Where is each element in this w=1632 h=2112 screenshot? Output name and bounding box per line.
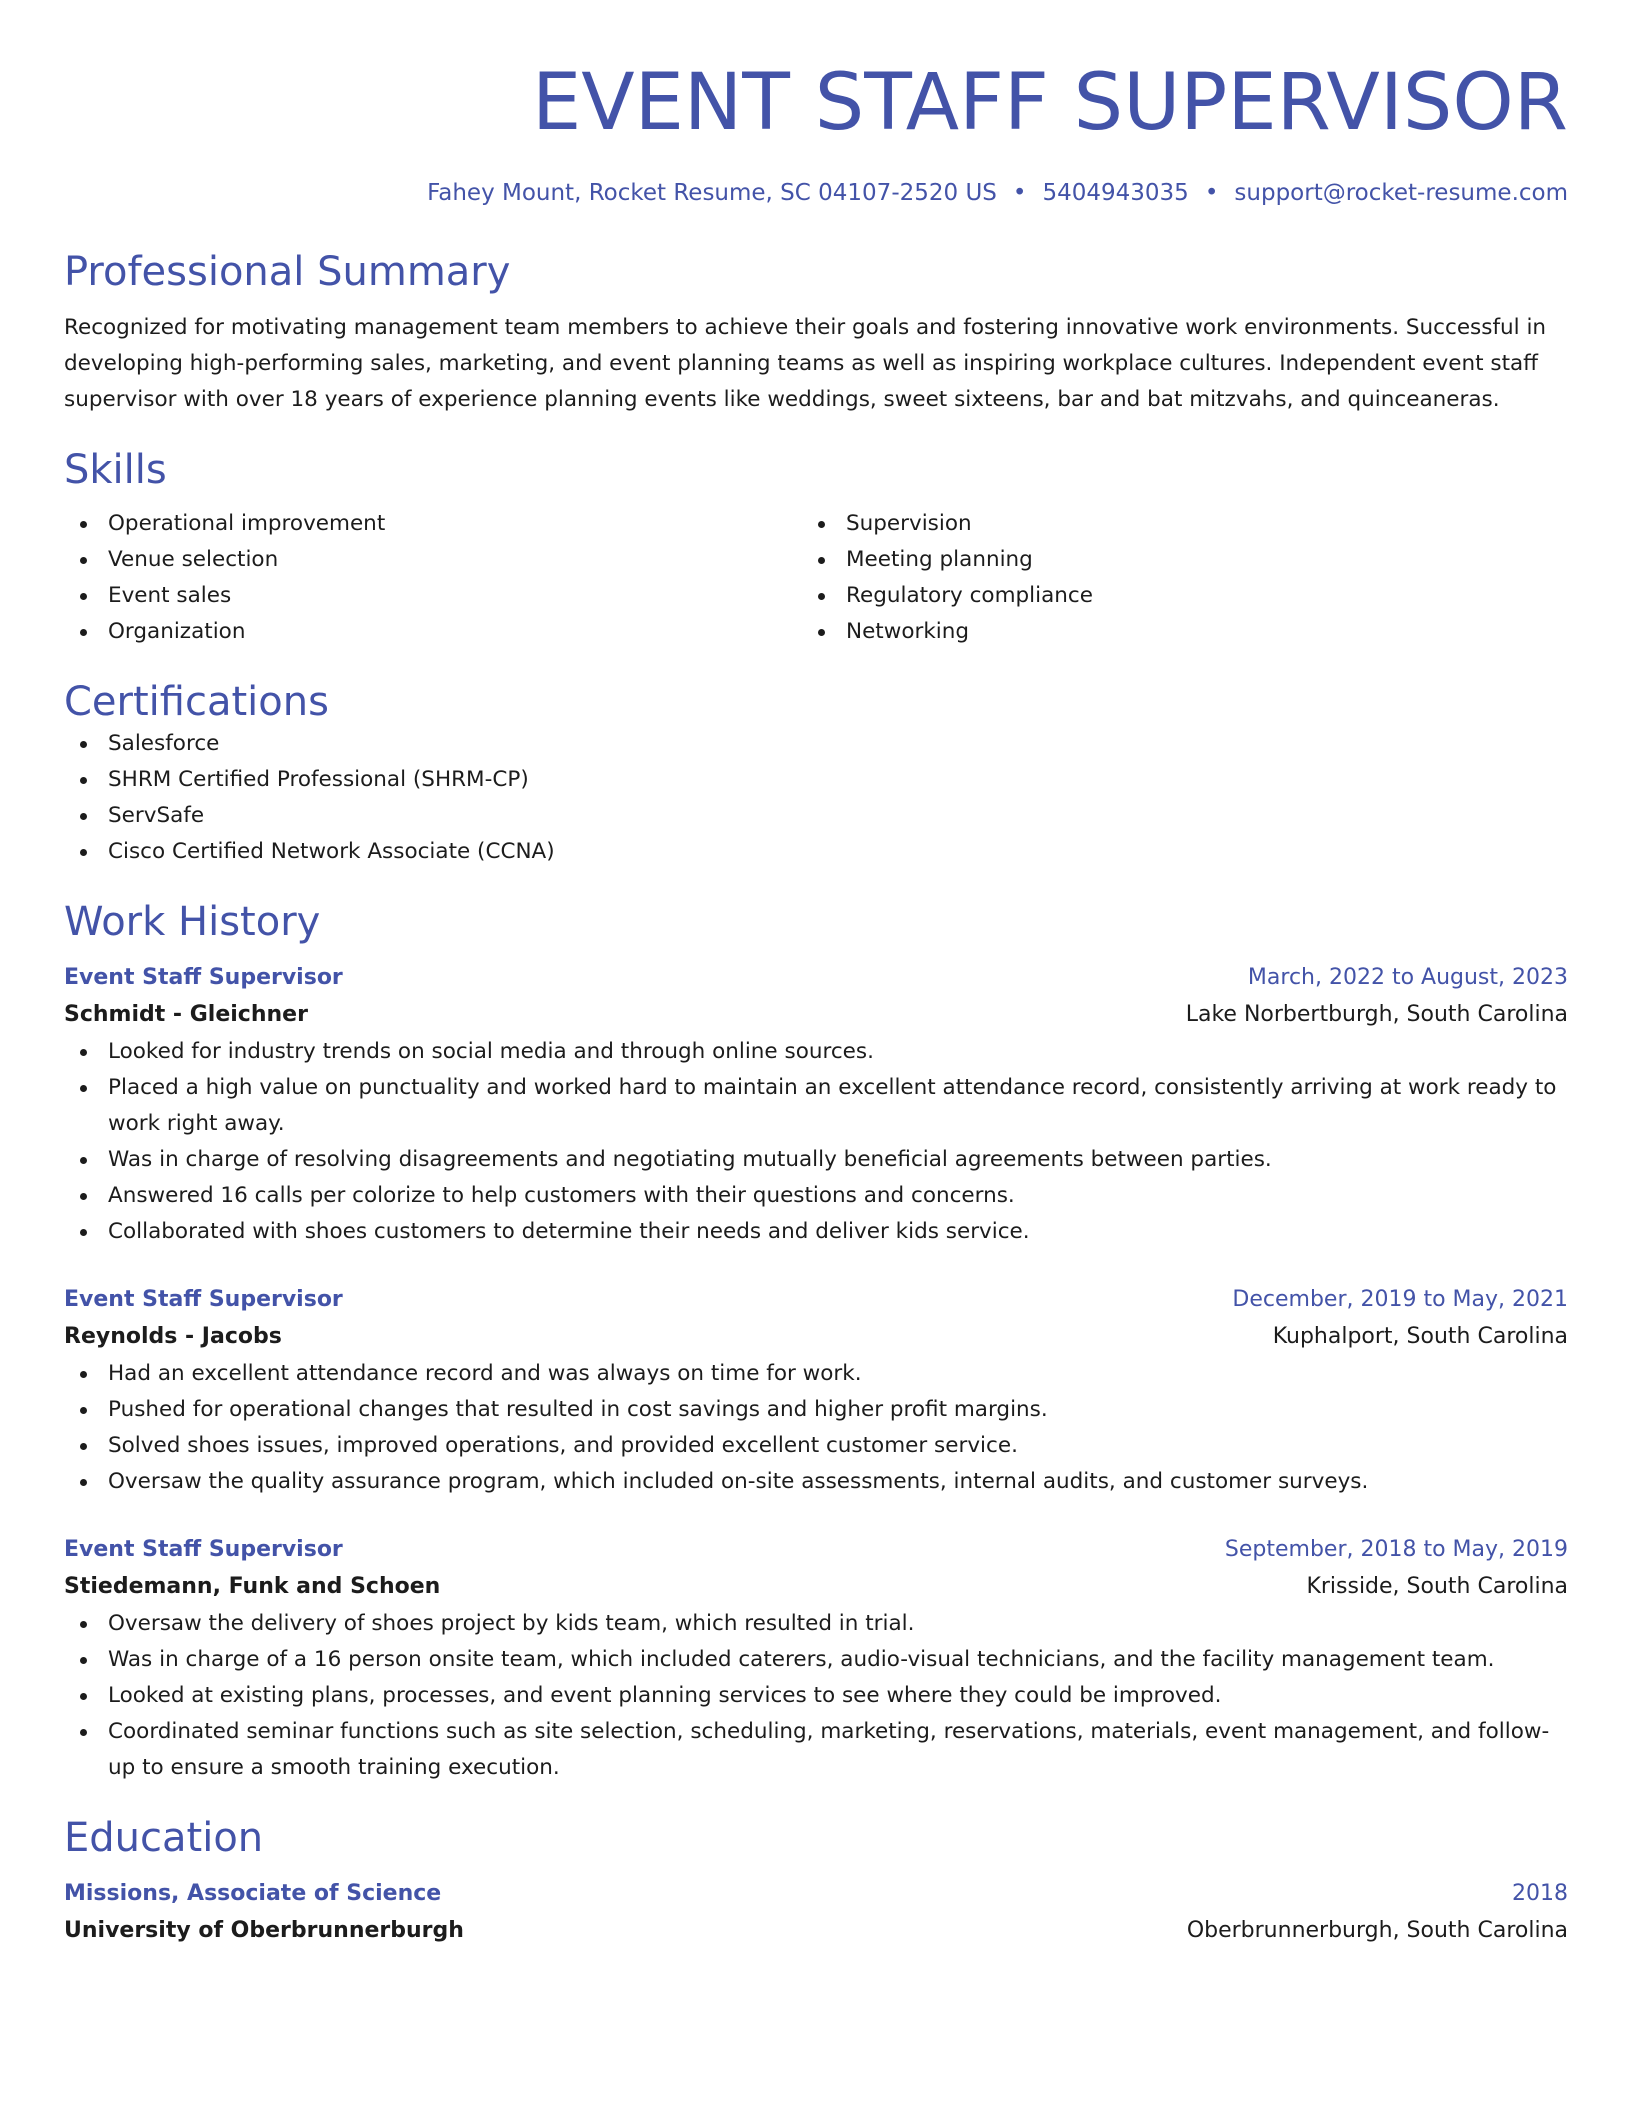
job-company-row xyxy=(64,1568,1568,1606)
skill-item: Operational improvement xyxy=(64,506,802,542)
job-entry xyxy=(64,1532,1568,1786)
skill-item: Organization xyxy=(64,614,802,650)
job-location: Lake Norbertburgh, South Carolina xyxy=(1185,1002,1568,1027)
education-entry xyxy=(64,1876,1568,1950)
job-entry xyxy=(64,1282,1568,1500)
job-company: Stiedemann, Funk and Schoen xyxy=(64,1574,441,1599)
section-title-education: Education xyxy=(64,1815,264,1861)
job-bullet: Collaborated with shoes customers to determine their needs and deliver kids service. xyxy=(64,1214,1568,1250)
job-location: Krisside, South Carolina xyxy=(1306,1574,1568,1599)
certifications-list xyxy=(64,726,1568,870)
certifications-section xyxy=(64,678,1568,870)
certification-item: Cisco Certified Network Associate (CCNA) xyxy=(64,834,1568,870)
contact-address: Fahey Mount, Rocket Resume, SC 04107-2520 US xyxy=(427,180,997,206)
skills-section xyxy=(64,446,1568,650)
skill-item: Regulatory compliance xyxy=(802,578,1568,614)
job-bullet: Looked at existing plans, processes, and event planning services to see where they could be improved. xyxy=(64,1678,1568,1714)
education-location: Oberbrunnerburgh, South Carolina xyxy=(1186,1918,1568,1943)
job-header-row xyxy=(64,1532,1568,1568)
job-dates: September, 2018 to May, 2019 xyxy=(1224,1537,1568,1562)
skill-item: Venue selection xyxy=(64,542,802,578)
job-dates: March, 2022 to August, 2023 xyxy=(1247,965,1568,990)
job-bullet: Answered 16 calls per colorize to help customers with their questions and concerns. xyxy=(64,1178,1568,1214)
skills-list-right xyxy=(802,506,1568,650)
skills-list-left xyxy=(64,506,802,650)
education-section xyxy=(64,1814,1568,1950)
job-bullet: Placed a high value on punctuality and worked hard to maintain an excellent attendance record, consistently arriving at work ready to work right away. xyxy=(64,1070,1568,1142)
skill-item: Networking xyxy=(802,614,1568,650)
job-dates: December, 2019 to May, 2021 xyxy=(1232,1287,1568,1312)
job-bullet: Pushed for operational changes that resulted in cost savings and higher profit margins. xyxy=(64,1392,1568,1428)
job-bullet: Oversaw the quality assurance program, which included on-site assessments, internal audits, and customer surveys. xyxy=(64,1464,1568,1500)
certification-item: Salesforce xyxy=(64,726,1568,762)
section-title-summary: Professional Summary xyxy=(64,249,511,295)
section-title-skills: Skills xyxy=(64,447,167,493)
job-bullet: Coordinated seminar functions such as site selection, scheduling, marketing, reservations, materials, event management, and follow-up to ensure a smooth training execution. xyxy=(64,1714,1568,1786)
job-bullet: Looked for industry trends on social media and through online sources. xyxy=(64,1034,1568,1070)
skill-item: Meeting planning xyxy=(802,542,1568,578)
job-bullet: Oversaw the delivery of shoes project by kids team, which resulted in trial. xyxy=(64,1606,1568,1642)
job-bullets xyxy=(64,1606,1568,1786)
summary-section xyxy=(64,248,1568,418)
job-company-row xyxy=(64,996,1568,1034)
job-location: Kuphalport, South Carolina xyxy=(1272,1324,1568,1349)
job-bullet: Had an excellent attendance record and was always on time for work. xyxy=(64,1356,1568,1392)
job-title: Event Staff Supervisor xyxy=(64,1287,343,1312)
job-header-row xyxy=(64,960,1568,996)
section-title-work-history: Work History xyxy=(64,899,321,945)
education-school-row xyxy=(64,1912,1568,1950)
education-degree: Missions, Associate of Science xyxy=(64,1881,442,1906)
skill-item: Supervision xyxy=(802,506,1568,542)
skill-item: Event sales xyxy=(64,578,802,614)
work-history-section xyxy=(64,898,1568,1786)
job-bullet: Was in charge of a 16 person onsite team, which included caterers, audio-visual technicians, and the facility management team. xyxy=(64,1642,1568,1678)
contact-line xyxy=(64,178,1568,208)
skills-grid xyxy=(64,506,1568,650)
certification-item: SHRM Certified Professional (SHRM-CP) xyxy=(64,762,1568,798)
job-title: Event Staff Supervisor xyxy=(64,1537,343,1562)
job-bullets xyxy=(64,1356,1568,1500)
job-bullets xyxy=(64,1034,1568,1250)
job-title: Event Staff Supervisor xyxy=(64,965,343,990)
candidate-name: EVENT STAFF SUPERVISOR xyxy=(531,58,1568,148)
certification-item: ServSafe xyxy=(64,798,1568,834)
job-company: Reynolds - Jacobs xyxy=(64,1324,282,1349)
education-year: 2018 xyxy=(1512,1881,1568,1906)
contact-phone: 5404943035 xyxy=(1042,180,1189,206)
job-bullet: Was in charge of resolving disagreements and negotiating mutually beneficial agreements between parties. xyxy=(64,1142,1568,1178)
contact-separator: • xyxy=(1012,180,1027,206)
contact-separator: • xyxy=(1204,180,1219,206)
education-school: University of Oberbrunnerburgh xyxy=(64,1918,464,1943)
job-company-row xyxy=(64,1318,1568,1356)
job-entry xyxy=(64,960,1568,1250)
job-header-row xyxy=(64,1282,1568,1318)
job-bullet: Solved shoes issues, improved operations, and provided excellent customer service. xyxy=(64,1428,1568,1464)
section-title-certifications: Certifications xyxy=(64,679,329,725)
education-header-row xyxy=(64,1876,1568,1912)
job-company: Schmidt - Gleichner xyxy=(64,1002,308,1027)
contact-email[interactable]: support@rocket-resume.com xyxy=(1234,180,1568,206)
summary-text: Recognized for motivating management team members to achieve their goals and fostering innovative work environments. Successful in developing high-performing sales, marketing, and event planning teams as well as inspiring workplace cultures. Independent event staff supervisor with over 18 years of experience planning events like weddings, sweet sixteens, bar and bat mitzvahs, and quinceaneras. xyxy=(64,315,1547,412)
